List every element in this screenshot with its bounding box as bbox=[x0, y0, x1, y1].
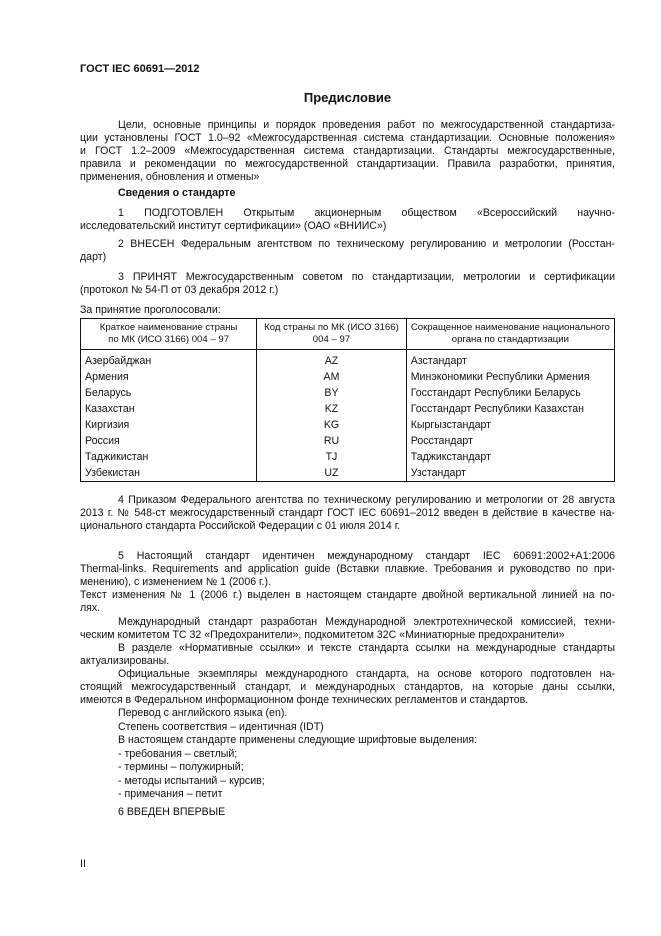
table-row bbox=[81, 369, 615, 385]
text-line: 2 ВНЕСЕН Федеральным агентством по техническому регулированию и метрологии (Росстан- bbox=[118, 238, 615, 250]
section-heading: Сведения о стандарте bbox=[118, 187, 236, 199]
voting-table bbox=[80, 318, 615, 482]
voted-label bbox=[80, 304, 615, 317]
paragraph-refs bbox=[80, 642, 615, 668]
paragraph-item-5 bbox=[80, 550, 615, 589]
text-line: менению), с изменением № 1 (2006 г.). bbox=[80, 576, 272, 588]
national-body-cell: Таджикстандарт bbox=[406, 449, 614, 465]
national-body-cell: Узстандарт bbox=[406, 465, 614, 482]
text-line: В разделе «Нормативные ссылки» и тексте стандарта ссылки на международные стандарты bbox=[118, 642, 615, 654]
paragraph-item-2 bbox=[80, 238, 615, 264]
paragraph-item-1 bbox=[80, 207, 615, 233]
country-name-cell: Узбекистан bbox=[81, 465, 257, 482]
national-body-cell: Азстандарт bbox=[406, 350, 614, 370]
text-line: ческим комитетом ТС 32 «Предохранители», подкомитетом 32С «Миниатюрные предохранители» bbox=[80, 629, 565, 641]
text-line: (протокол № 54-П от 03 декабря 2012 г.) bbox=[80, 284, 279, 296]
text-line: Цели, основные принципы и порядок проведения работ по межгосударственной стандартиза- bbox=[118, 119, 615, 131]
text-line: Официальные экземпляры международного стандарта, на основе которого подготовлен на- bbox=[118, 668, 615, 680]
paragraph-item-3 bbox=[80, 271, 615, 297]
country-code-cell: UZ bbox=[257, 465, 407, 482]
text-line: Степень соответствия – идентичная (IDT) bbox=[118, 720, 324, 733]
text-line: актуализированы. bbox=[80, 655, 170, 667]
text-line: - требования – светлый; bbox=[118, 747, 238, 760]
text-line: исследовательский институт сертификации» (ОАО «ВНИИС») bbox=[80, 220, 387, 232]
table-row bbox=[81, 385, 615, 401]
country-name-cell: Армения bbox=[81, 369, 257, 385]
paragraph-iec bbox=[80, 616, 615, 642]
text-line: Международный стандарт разработан Международной электротехнической комиссией, техни- bbox=[118, 616, 615, 628]
national-body-cell: Кыргызстандарт bbox=[406, 417, 614, 433]
country-name-cell: Россия bbox=[81, 433, 257, 449]
country-code-cell: BY bbox=[257, 385, 407, 401]
country-code-cell: KZ bbox=[257, 401, 407, 417]
national-body-cell: Госстандарт Республики Беларусь bbox=[406, 385, 614, 401]
text-line: ционального стандарта Российской Федерации с 01 июля 2014 г. bbox=[80, 520, 401, 532]
country-name-cell: Киргизия bbox=[81, 417, 257, 433]
text-line: В настоящем стандарте применены следующие шрифтовые выделения: bbox=[118, 734, 478, 746]
table-row bbox=[81, 433, 615, 449]
text-line: 3 ПРИНЯТ Межгосударственным советом по стандартизации, метрологии и сертификации bbox=[118, 271, 615, 283]
text-line: - методы испытаний – курсив; bbox=[118, 774, 265, 787]
table-row bbox=[81, 465, 615, 482]
text-line: имеются в Федеральном информационном фонде технических регламентов и стандартов. bbox=[80, 694, 529, 706]
national-body-cell: Росстандарт bbox=[406, 433, 614, 449]
text-line: и ГОСТ 1.2–2009 «Межгосударственная система стандартизации. Стандарты межгосударственные, bbox=[80, 145, 615, 157]
text-line: Thermal-links. Requirements and application guide (Вставки плавкие. Требования и руководство по при- bbox=[80, 563, 615, 575]
text-line: лях. bbox=[80, 602, 101, 614]
text-line: применения, обновления и отмены» bbox=[80, 171, 260, 183]
page-title: Предисловие bbox=[303, 90, 392, 105]
document-header: ГОСТ IEC 60691—2012 bbox=[80, 63, 200, 75]
text-line: 4 Приказом Федерального агентства по техническому регулированию и метрологии от 28 августа bbox=[118, 494, 615, 506]
conventions-list bbox=[80, 707, 653, 802]
country-name-cell: Таджикистан bbox=[81, 449, 257, 465]
column-header-line: органа по стандартизации bbox=[451, 334, 569, 345]
text-line: 5 Настоящий стандарт идентичен международному стандарт IEC 60691:2002+A1:2006 bbox=[118, 550, 615, 562]
text-line: Текст изменения № 1 (2006 г.) выделен в настоящем стандарте двойной вертикальной линией на по- bbox=[80, 589, 615, 601]
text-line: Перевод с английского языка (en). bbox=[118, 707, 288, 719]
country-name-cell: Казахстан bbox=[81, 401, 257, 417]
column-header-line: по МК (ИСО 3166) 004 – 97 bbox=[108, 334, 230, 345]
column-header-line: Код страны по МК (ИСО 3166) bbox=[264, 322, 399, 333]
column-header-line: Краткое наименование страны bbox=[99, 322, 238, 333]
column-header bbox=[406, 319, 614, 350]
table-header-row bbox=[81, 319, 615, 350]
column-header bbox=[81, 319, 257, 350]
table-row bbox=[81, 401, 615, 417]
paragraph-official bbox=[80, 668, 615, 707]
text-line: - термины – полужирный; bbox=[118, 761, 244, 773]
country-code-cell: RU bbox=[257, 433, 407, 449]
table-row bbox=[81, 350, 615, 370]
paragraph-item-4 bbox=[80, 494, 615, 533]
paragraph-intro bbox=[80, 119, 615, 184]
country-code-cell: TJ bbox=[257, 449, 407, 465]
text-line: 2013 г. № 548-ст межгосударственный стандарт ГОСТ IEC 60691–2012 введен в действие в качестве на- bbox=[80, 507, 615, 519]
text-line: - примечания – петит bbox=[118, 788, 223, 800]
paragraph-change bbox=[80, 589, 615, 615]
country-code-cell: AZ bbox=[257, 350, 407, 370]
table-row bbox=[81, 449, 615, 465]
country-name-cell: Азербайджан bbox=[81, 350, 257, 370]
column-header-line: 004 – 97 bbox=[312, 334, 351, 345]
text-line: 1 ПОДГОТОВЛЕН Открытым акционерным обществом «Всероссийский научно- bbox=[118, 207, 615, 219]
column-header-line: Сокращенное наименование национального bbox=[410, 322, 610, 333]
text-line: стоящий межгосударственный стандарт, и международных стандартов, на которые даны ссылки, bbox=[80, 681, 615, 693]
country-code-cell: AM bbox=[257, 369, 407, 385]
country-code-cell: KG bbox=[257, 417, 407, 433]
table-row bbox=[81, 417, 615, 433]
page-number: II bbox=[80, 858, 86, 870]
national-body-cell: Минэкономики Республики Армения bbox=[406, 369, 614, 385]
column-header bbox=[257, 319, 407, 350]
text-line: правила и рекомендации по межгосударственной стандартизации. Правила разработки, принятия, bbox=[80, 158, 615, 170]
national-body-cell: Госстандарт Республики Казахстан bbox=[406, 401, 614, 417]
text-line: За принятие проголосовали: bbox=[80, 304, 221, 316]
text-line: дарт) bbox=[80, 251, 107, 263]
text-line: ции установлены ГОСТ 1.0–92 «Межгосударственная система стандартизации. Основные положения» bbox=[80, 132, 615, 144]
paragraph-item-6: 6 ВВЕДЕН ВПЕРВЫЕ bbox=[118, 806, 226, 818]
country-name-cell: Беларусь bbox=[81, 385, 257, 401]
